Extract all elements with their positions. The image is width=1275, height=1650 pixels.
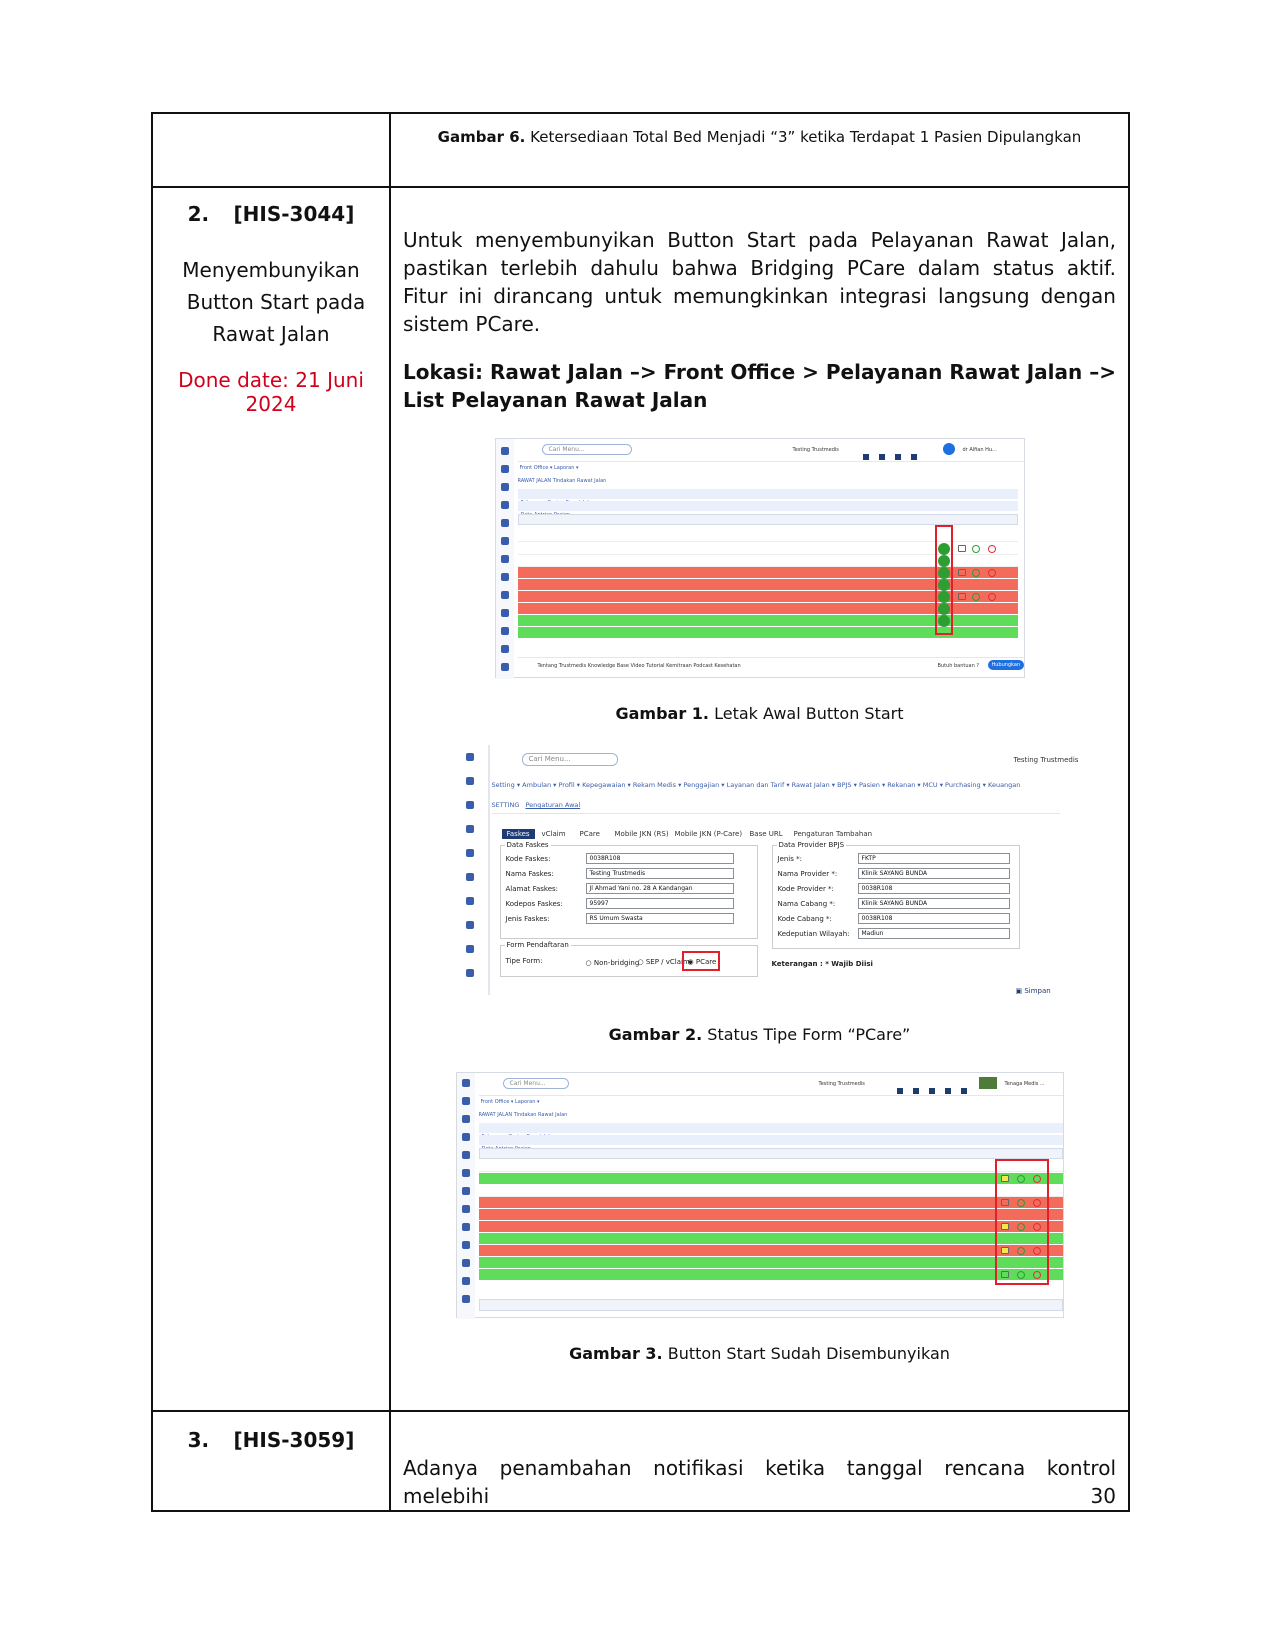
- caption-text: Letak Awal Button Start: [714, 704, 904, 723]
- item-title-line: Button Start pada: [186, 290, 366, 314]
- check-icon[interactable]: [972, 545, 980, 553]
- page-path: RAWAT JALAN Tindakan Rawat Jalan: [478, 1112, 568, 1118]
- check-icon[interactable]: [972, 569, 980, 577]
- field-label: Nama Faskes:: [505, 870, 554, 878]
- nama-provider-field[interactable]: Klinik SAYANG BUNDA: [858, 868, 1010, 879]
- plus-icon: [462, 1079, 470, 1087]
- stethoscope-icon: [501, 537, 509, 545]
- section-strip: [479, 1123, 1063, 1133]
- caption-label: Gambar 6.: [437, 128, 526, 146]
- user-icon: [501, 519, 509, 527]
- avatar[interactable]: [979, 1077, 997, 1089]
- ticket-id: [HIS-3059]: [233, 1428, 355, 1452]
- user-icon: [462, 1151, 470, 1159]
- cancel-icon[interactable]: [988, 569, 996, 577]
- field-label: Nama Cabang *:: [777, 900, 836, 908]
- description-text: Untuk menyembunyikan Button Start pada Pelayanan Rawat Jalan, pastikan terlebih dahulu bahwa Bridging PCare dalam status aktif. Fitur ini dirancang untuk memungkinkan integrasi langsung dengan sistem PCare.: [403, 228, 1116, 336]
- cancel-icon[interactable]: [988, 593, 996, 601]
- top-bar: [518, 439, 1024, 462]
- flag-icon[interactable]: [1001, 1199, 1009, 1206]
- item-number: 2.: [187, 202, 210, 226]
- start-button[interactable]: [938, 555, 950, 567]
- figure-caption: [391, 704, 1128, 723]
- figure-caption: [391, 1025, 1128, 1044]
- sidebar: [460, 745, 480, 995]
- section-strip: [518, 501, 1018, 511]
- figure-caption: [391, 128, 1128, 146]
- search-input[interactable]: Cari Menu...: [503, 1078, 569, 1089]
- item-title-line: Menyembunyikan: [182, 258, 360, 282]
- doc-icon: [466, 969, 474, 977]
- ticket-id: [HIS-3044]: [233, 202, 355, 226]
- breadcrumb[interactable]: Front Office ▾ Laporan ▾: [519, 465, 579, 471]
- left-cell-empty: [152, 113, 390, 187]
- page-path: SETTING Pengaturan Awal: [491, 801, 581, 809]
- contact-button[interactable]: Hubungkan: [988, 660, 1025, 670]
- field-label: Nama Provider *:: [777, 870, 838, 878]
- check-icon[interactable]: [1017, 1247, 1025, 1255]
- avatar[interactable]: [943, 443, 955, 455]
- tab-pcare[interactable]: PCare: [579, 830, 600, 838]
- item-heading: [153, 1428, 389, 1452]
- flag-icon[interactable]: [958, 545, 966, 552]
- patient-table: [479, 1161, 1063, 1291]
- card-icon: [501, 501, 509, 509]
- item-number: 3.: [187, 1428, 210, 1452]
- item-cell: [152, 187, 390, 1411]
- description-cell: [390, 1411, 1129, 1511]
- data-provider-group: Data Provider BPJS: [772, 845, 1020, 949]
- done-date: Done date: 21 Juni 2024: [178, 368, 364, 416]
- tab-vclaim[interactable]: vClaim: [541, 830, 566, 838]
- lab-icon: [462, 1205, 470, 1213]
- table-row[interactable]: [479, 1209, 1063, 1220]
- table-row[interactable]: [479, 1173, 1063, 1184]
- bed-icon: [501, 555, 509, 563]
- description-cell: [390, 187, 1129, 1411]
- app-name: Testing Trustmedis: [818, 1081, 865, 1087]
- item-cell: [152, 1411, 390, 1511]
- field-label: Kode Faskes:: [505, 855, 551, 863]
- tab-mobile-jkn-rs[interactable]: Mobile JKN (RS): [614, 830, 669, 838]
- search-input[interactable]: Cari Menu...: [542, 444, 632, 455]
- field-label: Kode Provider *:: [777, 885, 834, 893]
- table-row[interactable]: [479, 1233, 1063, 1244]
- flag-icon[interactable]: [1001, 1223, 1009, 1230]
- lab-icon: [501, 573, 509, 581]
- jenis-select[interactable]: FKTP: [858, 853, 1010, 864]
- kodepos-field[interactable]: 95997: [586, 898, 734, 909]
- help-text: Butuh bantuan ?: [937, 663, 979, 669]
- right-cell: [390, 113, 1129, 187]
- toolbar-icons: [863, 445, 933, 454]
- monitor-icon: [462, 1115, 470, 1123]
- user-name: dr Alfian Hu...: [962, 447, 997, 453]
- content-table: [151, 112, 1130, 1512]
- field-label: Kode Cabang *:: [777, 915, 832, 923]
- data-faskes-group: Data Faskes: [500, 845, 758, 939]
- monitor-icon: [501, 483, 509, 491]
- field-label: Kedeputian Wilayah:: [777, 930, 850, 938]
- figure-caption: [391, 1344, 1128, 1363]
- doc-icon: [462, 1277, 470, 1285]
- radio-pcare[interactable]: ◉ PCare: [687, 958, 717, 966]
- top-menu[interactable]: Setting ▾ Ambulan ▾ Profil ▾ Kepegawaian ▾ Rekam Medis ▾ Penggajian ▾ Layanan dan Tarif ▾ Rawat Jalan ▾ BPJS ▾ Pasien ▾ Rekanan ▾ MCU ▾ Purchasing ▾ Keuangan: [491, 781, 1021, 789]
- start-button[interactable]: [938, 591, 950, 603]
- kode-provider-field[interactable]: 0038R108: [858, 883, 1010, 894]
- table-row[interactable]: [479, 1221, 1063, 1232]
- plus-icon: [462, 1259, 470, 1267]
- screenshot-start-hidden: [456, 1072, 1064, 1318]
- doc-icon: [466, 945, 474, 953]
- pagination-bar[interactable]: [479, 1299, 1063, 1311]
- start-button[interactable]: [938, 543, 950, 555]
- flag-icon[interactable]: [1001, 1271, 1009, 1278]
- doc-icon: [466, 825, 474, 833]
- table-row: [152, 113, 1129, 187]
- table-row[interactable]: [479, 1257, 1063, 1268]
- grid-icon: [462, 1241, 470, 1249]
- cancel-icon[interactable]: [1033, 1199, 1041, 1207]
- doctor-icon: [501, 591, 509, 599]
- doctor-icon: [462, 1223, 470, 1231]
- doc-icon: [466, 897, 474, 905]
- doc-icon: [466, 921, 474, 929]
- kedeputian-field[interactable]: Madiun: [858, 928, 1010, 939]
- save-button[interactable]: ▣ Simpan: [1015, 987, 1051, 995]
- footer-links[interactable]: Tentang Trustmedis Knowledge Base Video Tutorial Kemitraan Podcast Kesehatan: [537, 663, 741, 669]
- cancel-icon[interactable]: [1033, 1271, 1041, 1279]
- field-label: Jenis Faskes:: [505, 915, 550, 923]
- start-button[interactable]: [938, 615, 950, 627]
- app-name: Testing Trustmedis: [792, 447, 839, 453]
- item-title-line: Rawat Jalan: [212, 322, 330, 346]
- logo-icon: [466, 753, 474, 761]
- tab-base-url[interactable]: Base URL: [749, 830, 783, 838]
- cancel-icon[interactable]: [1033, 1223, 1041, 1231]
- tab-faskes[interactable]: Faskes: [502, 829, 535, 839]
- item-title: [153, 254, 389, 350]
- breadcrumb[interactable]: Front Office ▾ Laporan ▾: [480, 1099, 540, 1105]
- caption-text: Button Start Sudah Disembunyikan: [667, 1344, 950, 1363]
- footer: [518, 657, 1024, 674]
- table-row[interactable]: [479, 1185, 1063, 1197]
- cancel-icon[interactable]: [1033, 1175, 1041, 1183]
- check-icon[interactable]: [1017, 1271, 1025, 1279]
- phone-icon: [462, 1295, 470, 1303]
- grid-icon: [501, 609, 509, 617]
- doc-icon: [466, 801, 474, 809]
- radio-non-bridging[interactable]: ○ Non-bridging: [585, 959, 640, 967]
- nama-faskes-field[interactable]: Testing Trustmedis: [586, 868, 734, 879]
- plus-icon: [501, 627, 509, 635]
- table-row[interactable]: [479, 1269, 1063, 1280]
- check-icon[interactable]: [1017, 1223, 1025, 1231]
- kode-cabang-field[interactable]: 0038R108: [858, 913, 1010, 924]
- start-button[interactable]: [938, 579, 950, 591]
- item-heading: [153, 202, 389, 226]
- filter-bar[interactable]: [518, 514, 1018, 525]
- doc-icon: [501, 645, 509, 653]
- bed-icon: [462, 1187, 470, 1195]
- caption-label: Gambar 1.: [615, 704, 710, 723]
- menu-icon: [462, 1097, 470, 1105]
- phone-icon: [501, 663, 509, 671]
- check-icon[interactable]: [1017, 1175, 1025, 1183]
- table-row[interactable]: [479, 1197, 1063, 1208]
- caption-label: Gambar 2.: [608, 1025, 703, 1044]
- section-strip: [479, 1135, 1063, 1145]
- check-icon[interactable]: [1017, 1199, 1025, 1207]
- cancel-icon[interactable]: [1033, 1247, 1041, 1255]
- caption-text: Ketersediaan Total Bed Menjadi “3” ketika Terdapat 1 Pasien Dipulangkan: [530, 128, 1082, 146]
- form-pendaftaran-group: Form Pendaftaran: [500, 945, 758, 977]
- field-label: Kodepos Faskes:: [505, 900, 563, 908]
- caption-text: Status Tipe Form “PCare”: [707, 1025, 911, 1044]
- jenis-faskes-field[interactable]: RS Umum Swasta: [586, 913, 734, 924]
- flag-icon[interactable]: [958, 569, 966, 576]
- description-text: Adanya penambahan notifikasi ketika tanggal rencana kontrol melebihi 30: [403, 1456, 1116, 1508]
- check-icon[interactable]: [972, 593, 980, 601]
- card-icon: [462, 1133, 470, 1141]
- doc-icon: [466, 873, 474, 881]
- table-row[interactable]: [479, 1245, 1063, 1256]
- screenshot-start-button: [495, 438, 1025, 678]
- screenshot-pcare-setting: [460, 745, 1079, 995]
- radio-sep-vclaim[interactable]: ○ SEP / vClaim: [637, 958, 690, 966]
- kode-faskes-field[interactable]: 0038R108: [586, 853, 734, 864]
- table-header: [479, 1161, 1063, 1172]
- required-note: Keterangan : * Wajib Diisi: [771, 960, 873, 968]
- start-button[interactable]: [938, 567, 950, 579]
- caption-label: Gambar 3.: [569, 1344, 663, 1363]
- nama-cabang-field[interactable]: Klinik SAYANG BUNDA: [858, 898, 1010, 909]
- sidebar: [457, 1073, 475, 1319]
- top-bar: [479, 1073, 1063, 1096]
- table-row: [152, 187, 1129, 1411]
- flag-icon[interactable]: [1001, 1247, 1009, 1254]
- alamat-faskes-field[interactable]: Jl Ahmad Yani no. 28 A Kandangan: [586, 883, 734, 894]
- doc-icon: [466, 849, 474, 857]
- menu-icon: [501, 465, 509, 473]
- user-name: Tenaga Medis ...: [1004, 1081, 1045, 1087]
- tab-additional[interactable]: Pengaturan Tambahan: [793, 830, 873, 838]
- field-label: Tipe Form:: [505, 957, 543, 965]
- flag-icon[interactable]: [1001, 1175, 1009, 1182]
- highlight-box: [682, 951, 720, 971]
- page-path: RAWAT JALAN Tindakan Rawat Jalan: [517, 478, 607, 484]
- stethoscope-icon: [462, 1169, 470, 1177]
- start-button[interactable]: [938, 603, 950, 615]
- section-strip: [518, 489, 1018, 499]
- search-input[interactable]: Cari Menu...: [522, 753, 618, 766]
- location-text: Lokasi: Rawat Jalan –> Front Office > Pelayanan Rawat Jalan –> List Pelayanan Rawat Jalan: [403, 360, 1116, 412]
- plus-icon: [501, 447, 509, 455]
- app-name: Testing Trustmedis: [1013, 756, 1079, 764]
- field-label: Alamat Faskes:: [505, 885, 559, 893]
- menu-icon: [466, 777, 474, 785]
- flag-icon[interactable]: [958, 593, 966, 600]
- sidebar: [496, 439, 514, 679]
- tab-mobile-jkn-pcare[interactable]: Mobile JKN (P-Care): [674, 830, 743, 838]
- cancel-icon[interactable]: [988, 545, 996, 553]
- field-label: Jenis *:: [777, 855, 802, 863]
- toolbar-icons: [897, 1079, 977, 1088]
- filter-bar[interactable]: [479, 1148, 1063, 1159]
- table-row: [152, 1411, 1129, 1511]
